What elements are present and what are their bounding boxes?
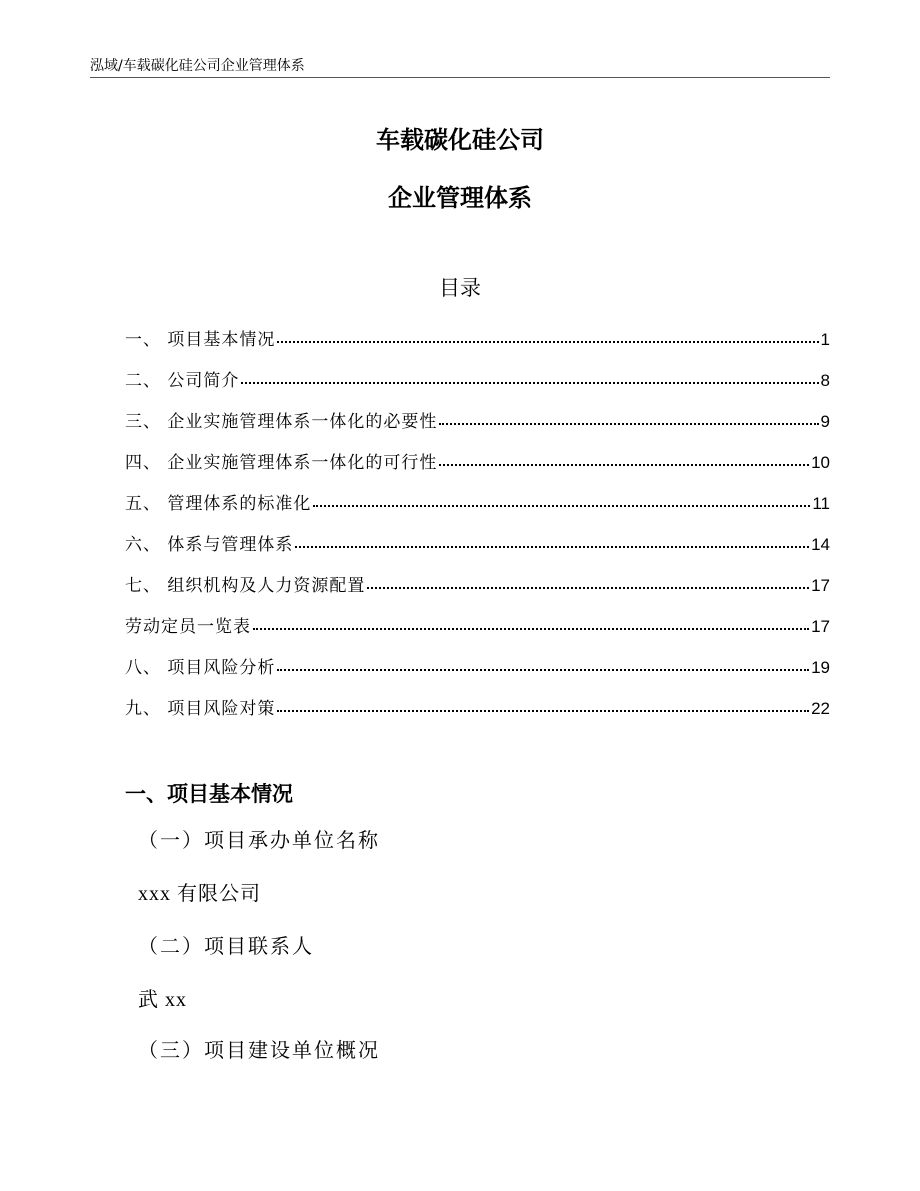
toc-leader-dots [277,669,809,671]
toc-entry[interactable] [125,530,830,571]
toc-entry-label: 八、 项目风险分析 [125,658,276,678]
toc-entry[interactable] [125,653,830,694]
toc-entry[interactable] [125,325,830,366]
toc-entry-label: 三、 企业实施管理体系一体化的必要性 [125,412,438,432]
document-title-line2: 企业管理体系 [388,184,532,212]
toc-entry-label: 二、 公司简介 [125,371,240,391]
toc-entry-page: 1 [820,330,830,349]
subsection-heading: （一）项目承办单位名称 [138,828,380,852]
toc-entry-page: 14 [811,535,830,554]
table-of-contents [125,325,830,735]
running-header: 泓域/车载碳化硅公司企业管理体系 [90,58,305,74]
toc-entry[interactable] [125,489,830,530]
toc-leader-dots [439,423,818,425]
document-title-line1: 车载碳化硅公司 [376,126,544,154]
body-text: xxx 有限公司 [138,883,261,905]
toc-leader-dots [277,341,818,343]
toc-entry-page: 22 [811,699,830,718]
header-divider [90,77,830,78]
toc-title: 目录 [439,276,481,300]
toc-entry[interactable] [125,366,830,407]
section-heading: 一、项目基本情况 [125,782,293,806]
subsection-heading: （三）项目建设单位概况 [138,1038,380,1062]
toc-leader-dots [439,464,809,466]
toc-entry-label: 一、 项目基本情况 [125,330,276,350]
toc-entry-page: 19 [811,658,830,677]
toc-entry-label: 九、 项目风险对策 [125,699,276,719]
toc-entry-label: 五、 管理体系的标准化 [125,494,312,514]
toc-entry-page: 11 [812,494,830,513]
body-text: 武 xx [138,989,187,1011]
toc-entry-label: 劳动定员一览表 [125,617,251,637]
toc-leader-dots [241,382,818,384]
toc-entry[interactable] [125,571,830,612]
toc-entry-page: 9 [820,412,830,431]
toc-leader-dots [253,628,809,630]
toc-entry-page: 10 [811,453,830,472]
toc-entry-label: 六、 体系与管理体系 [125,535,294,555]
toc-entry[interactable] [125,448,830,489]
toc-leader-dots [367,587,809,589]
toc-entry-page: 8 [820,371,830,390]
toc-entry-page: 17 [811,576,830,595]
subsection-heading: （二）项目联系人 [138,934,314,958]
toc-leader-dots [313,505,810,507]
toc-leader-dots [295,546,809,548]
toc-entry[interactable] [125,612,830,653]
toc-leader-dots [277,710,809,712]
toc-entry-label: 七、 组织机构及人力资源配置 [125,576,366,596]
toc-entry[interactable] [125,694,830,735]
toc-entry-page: 17 [811,617,830,636]
toc-entry[interactable] [125,407,830,448]
toc-entry-label: 四、 企业实施管理体系一体化的可行性 [125,453,438,473]
